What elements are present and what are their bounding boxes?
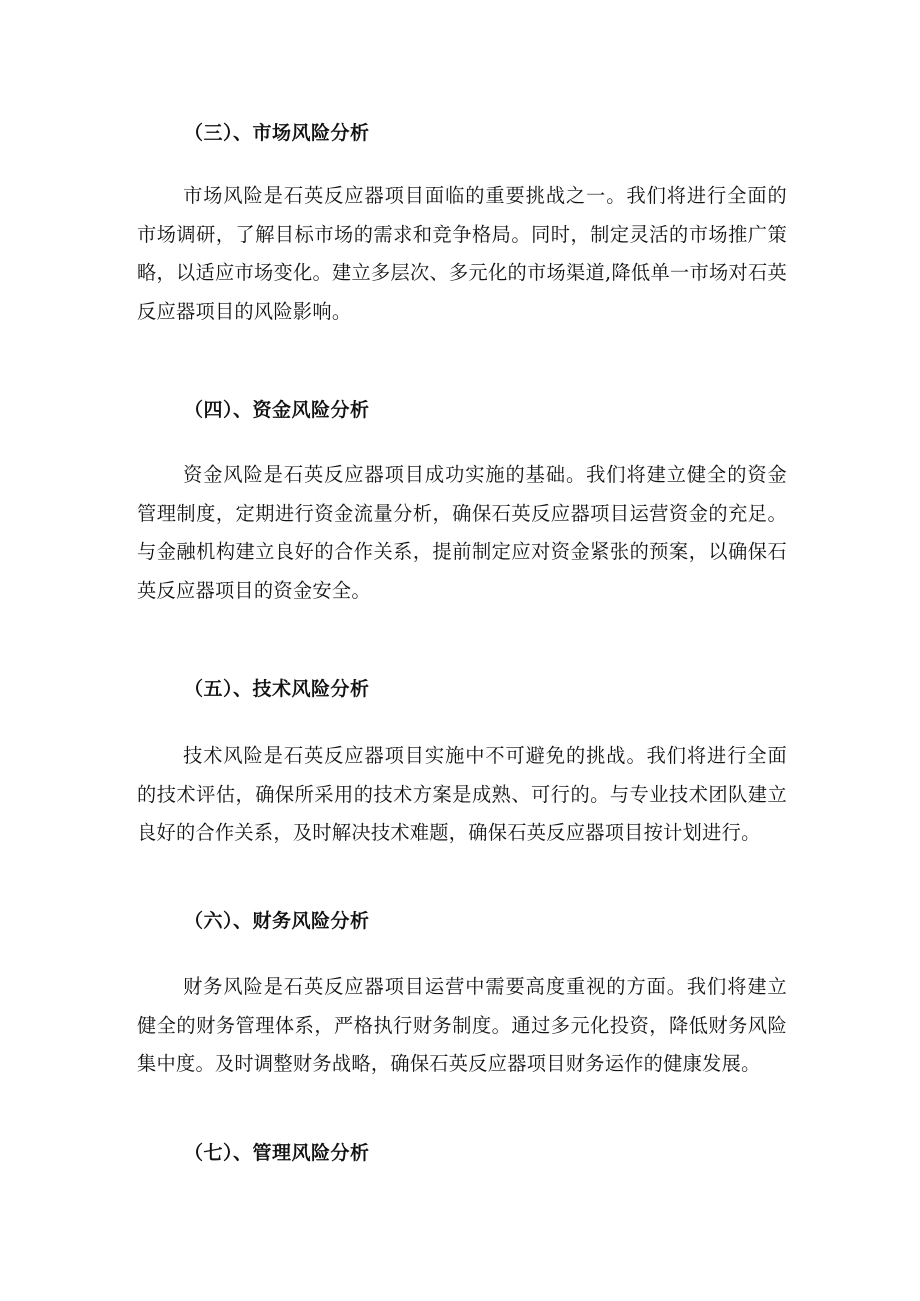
section-heading-4: （四）、资金风险分析 (184, 399, 370, 421)
section-heading-5: （五）、技术风险分析 (184, 678, 370, 700)
section-body-6: 财务风险是石英反应器项目运营中需要高度重视的方面。我们将建立健全的财务管理体系，严格执行财务制度。通过多元化投资，降低财务风险集中度。及时调整财务战略，确保石英反应器项目财务运作的健康发展。 (137, 975, 787, 1075)
section-heading-3: （三）、市场风险分析 (184, 122, 370, 144)
section-body-5: 技术风险是石英反应器项目实施中不可避免的挑战。我们将进行全面的技术评估，确保所采用的技术方案是成熟、可行的。与专业技术团队建立良好的合作关系，及时解决技术难题，确保石英反应器项目按计划进行。 (137, 744, 787, 844)
section-body-3: 市场风险是石英反应器项目面临的重要挑战之一。我们将进行全面的市场调研，了解目标市场的需求和竞争格局。同时，制定灵活的市场推广策略，以适应市场变化。建立多层次、多元化的市场渠道,降低单一市场对石英反应器项目的风险影响。 (137, 184, 787, 323)
section-heading-6: （六）、财务风险分析 (184, 910, 370, 932)
section-body-4: 资金风险是石英反应器项目成功实施的基础。我们将建立健全的资金管理制度，定期进行资金流量分析，确保石英反应器项目运营资金的充足。与金融机构建立良好的合作关系，提前制定应对资金紧张的预案，以确保石英反应器项目的资金安全。 (137, 463, 787, 602)
section-heading-7: （七）、管理风险分析 (184, 1142, 370, 1164)
